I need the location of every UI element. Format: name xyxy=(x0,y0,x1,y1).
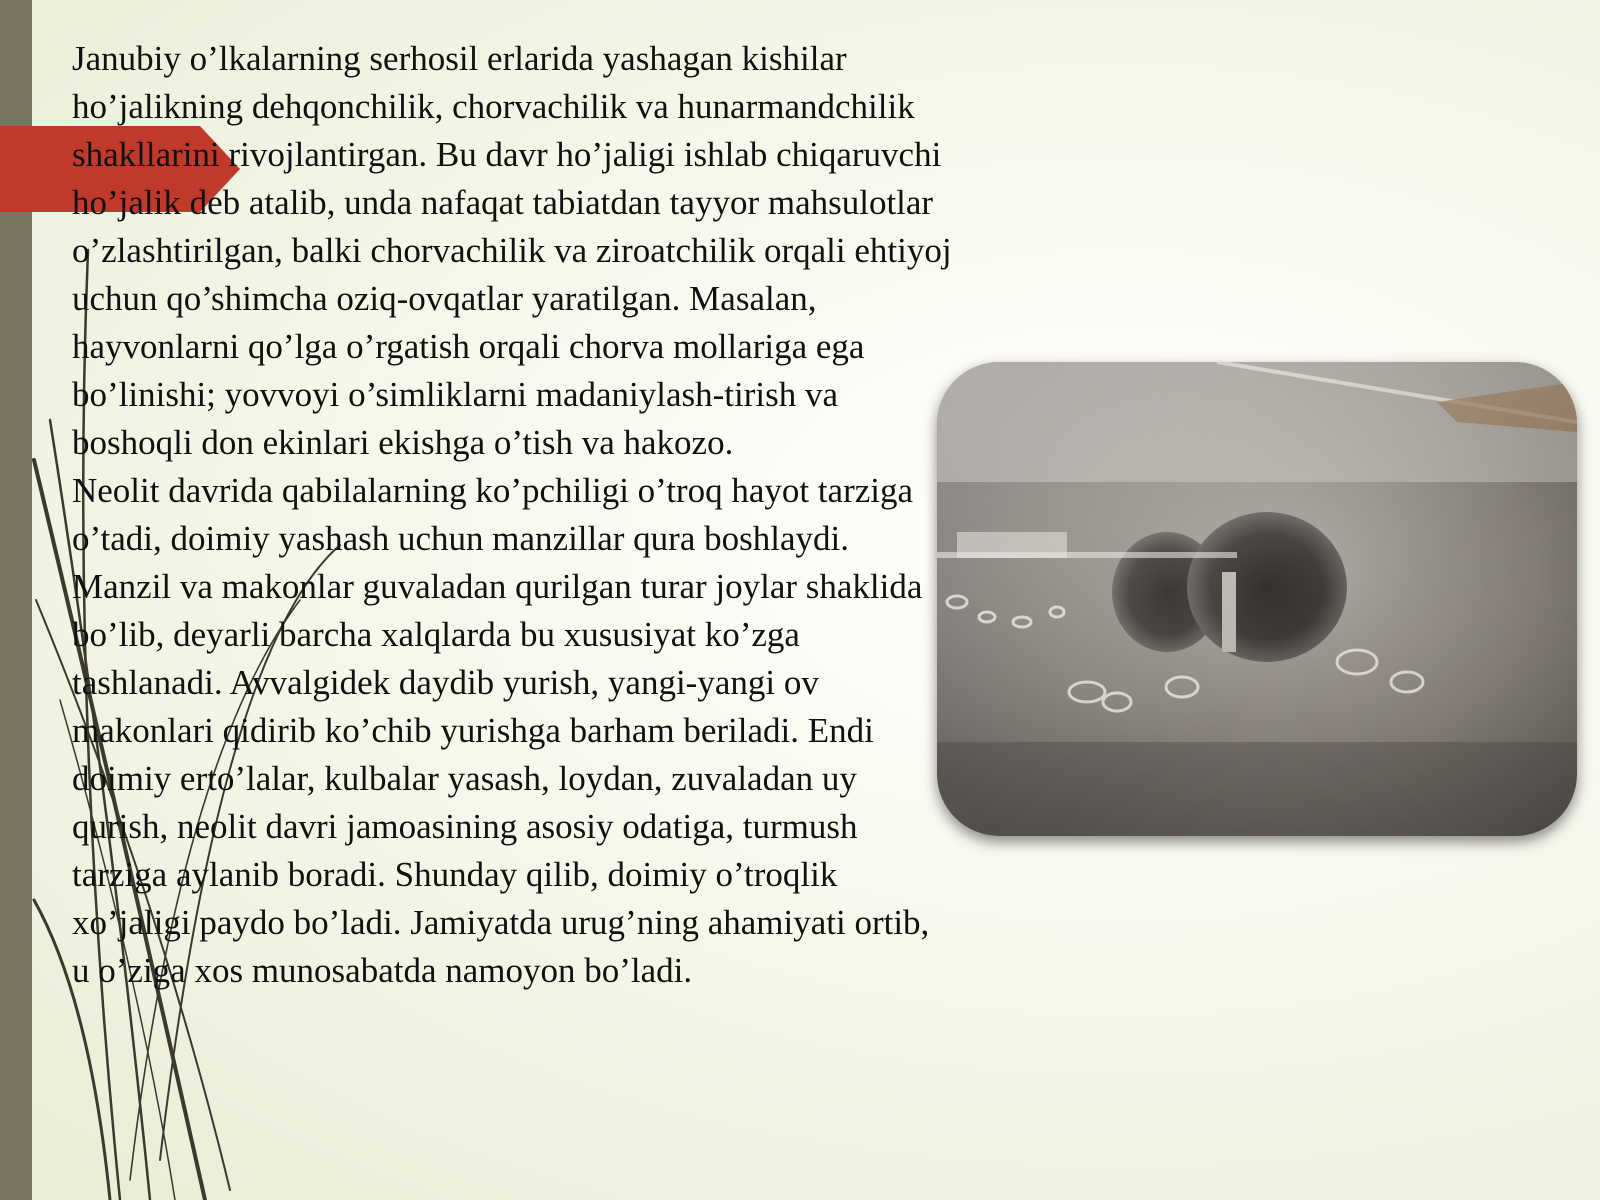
paragraph-agriculture: Janubiy o’lkalarning serhosil erlarida yashagan kishilar ho’jalikning dehqonchilik, chorvachilik va hunarmandchilik shakllarini rivojlantirgan. Bu davr ho’jaligi ishlab chiqaruvchi ho’jalik deb atalib, unda nafaqat tabiatdan tayyor mahsulotlar o’zlashtirilgan, balki chorvachilik va ziroatchilik orqali ehtiyoj uchun qo’shimcha oziq-ovqatlar yaratilgan. Masalan, hayvonlarni qo’lga o’rgatish orqali chorva mollariga ega bo’linishi; yovvoyi o’simliklarni madaniylash-tirish va boshoqli don ekinlari ekishga o’tish va hakozo. xyxy=(72,39,952,462)
excavation-photo xyxy=(937,362,1577,836)
slide-body-text xyxy=(72,35,952,995)
paragraph-neolithic-settlement: Neolit davrida qabilalarning ko’pchiligi o’troq hayot tarziga o’tadi, doimiy yashash uchun manzillar qura boshlaydi. Manzil va makonlar guvaladan qurilgan turar joylar shaklida bo’lib, deyarli barcha xalqlarda bu xususiyat ko’zga tashlanadi. Avvalgidek daydib yurish, yangi-yangi ov makonlari qidirib ko’chib yurishga barham beriladi. Endi doimiy erto’lalar, kulbalar yasash, loydan, zuvaladan uy qurish, neolit davri jamoasining asosiy odatiga, turmush tarziga aylanib boradi. Shunday qilib, doimiy o’troqlik xo’jaligi paydo bo’ladi. Jamiyatda urug’ning ahamiyati ortib, u o’ziga xos munosabatda namoyon bo’ladi. xyxy=(72,471,930,990)
